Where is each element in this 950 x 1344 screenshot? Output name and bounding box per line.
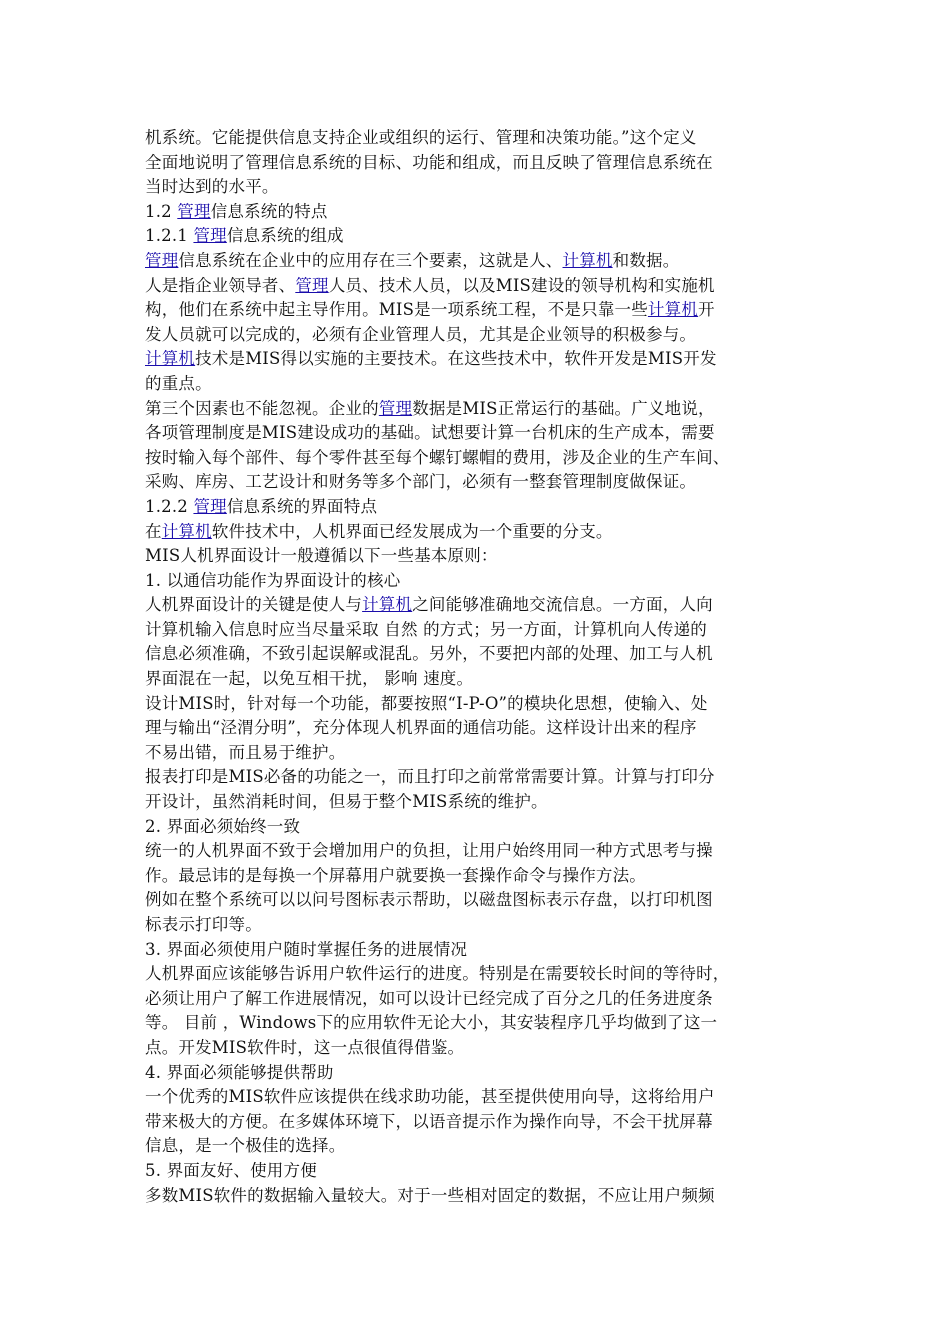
text-run: 4. 界面必须能够提供帮助 xyxy=(145,1062,334,1082)
text-line xyxy=(145,544,815,569)
text-run: 构，他们在系统中起主导作用。MIS是一项系统工程，不是只靠一些 xyxy=(145,300,648,320)
text-line xyxy=(145,938,815,963)
hyperlink[interactable]: 管理 xyxy=(193,496,227,516)
text-run: 5. 界面友好、使用方便 xyxy=(145,1160,317,1180)
hyperlink[interactable]: 计算机 xyxy=(647,300,699,320)
text-run: 理与输出“泾渭分明”，充分体现人机界面的通信功能。这样设计出来的程序 xyxy=(145,718,697,738)
text-line xyxy=(145,667,815,692)
hyperlink[interactable]: 计算机 xyxy=(161,521,212,541)
text-line xyxy=(145,888,815,913)
text-line xyxy=(145,1134,815,1159)
hyperlink[interactable]: 管理 xyxy=(193,226,227,246)
text-run: 1.2 xyxy=(145,201,178,221)
text-run: 信息系统的特点 xyxy=(210,201,328,221)
text-line xyxy=(145,790,815,815)
text-line xyxy=(145,347,815,372)
text-line xyxy=(145,1184,815,1209)
text-run: 软件技术中，人机界面已经发展成为一个重要的分支。 xyxy=(211,521,613,541)
text-line xyxy=(145,397,815,422)
text-run: 计算机输入信息时应当尽量采取 自然 的方式；另一方面，计算机向人传递的 xyxy=(145,619,707,639)
hyperlink[interactable]: 管理 xyxy=(177,201,211,221)
text-line xyxy=(145,446,815,471)
text-run: 例如在整个系统可以以问号图标表示帮助，以磁盘图标表示存盘，以打印机图 xyxy=(145,890,713,910)
text-run: 信息系统的界面特点 xyxy=(226,496,378,516)
text-line xyxy=(145,323,815,348)
text-run: 数据是MIS正常运行的基础。广义地说， xyxy=(412,398,715,418)
text-line xyxy=(145,962,815,987)
hyperlink[interactable]: 管理 xyxy=(378,398,413,418)
text-run: 作。最忌讳的是每换一个屏幕用户就要换一套操作命令与操作方法。 xyxy=(145,865,646,885)
text-run: 开 xyxy=(698,300,715,320)
text-run: 带来极大的方便。在多媒体环境下，以语音提示作为操作向导，不会干扰屏幕 xyxy=(145,1111,713,1131)
text-run: 当时达到的水平。 xyxy=(145,177,279,197)
text-run: 多数MIS软件的数据输入量较大。对于一些相对固定的数据，不应让用户频频 xyxy=(145,1185,715,1205)
text-line xyxy=(145,126,815,151)
text-run: 1. 以通信功能作为界面设计的核心 xyxy=(145,570,401,590)
text-run: 技术是MIS得以实施的主要技术。在这些技术中，软件开发是MIS开发 xyxy=(195,349,717,369)
text-run: 不易出错，而且易于维护。 xyxy=(145,742,346,762)
text-line xyxy=(145,298,815,323)
text-line xyxy=(145,520,815,545)
text-run: 点。开发MIS软件时，这一点很值得借鉴。 xyxy=(145,1037,465,1057)
text-run: 的重点。 xyxy=(145,373,212,393)
text-run: 采购、库房、工艺设计和财务等多个部门，必须有一整套管理制度做保证。 xyxy=(145,472,697,492)
text-line xyxy=(145,372,815,397)
text-run: 标表示打印等。 xyxy=(145,915,262,934)
text-line xyxy=(145,913,815,938)
text-run: 人机界面设计的关键是使人与 xyxy=(145,595,363,615)
text-line xyxy=(145,864,815,889)
text-run: 1.2.1 xyxy=(145,226,194,246)
text-run: 信息系统的组成 xyxy=(226,226,344,246)
text-line xyxy=(145,692,815,717)
text-run: 信息，是一个极佳的选择。 xyxy=(145,1136,346,1156)
text-line xyxy=(145,569,815,594)
text-run: 机系统。它能提供信息支持企业或组织的运行、管理和决策功能。”这个定义 xyxy=(145,128,697,147)
text-line xyxy=(145,716,815,741)
text-run: 发人员就可以完成的，必须有企业管理人员，尤其是企业领导的积极参与。 xyxy=(145,324,697,344)
text-line xyxy=(145,421,815,446)
text-line xyxy=(145,1110,815,1135)
text-run: 界面混在一起，以免互相干扰， 影响 速度。 xyxy=(145,669,474,689)
text-line xyxy=(145,175,815,200)
text-run: 报表打印是MIS必备的功能之一，而且打印之前常常需要计算。计算与打印分 xyxy=(145,767,715,787)
text-line xyxy=(145,642,815,667)
hyperlink[interactable]: 计算机 xyxy=(145,349,196,369)
text-line xyxy=(145,1061,815,1086)
text-run: 开设计，虽然消耗时间，但易于整个MIS系统的维护。 xyxy=(145,792,548,812)
text-run: 之间能够准确地交流信息。一方面，人向 xyxy=(412,595,713,615)
text-run: 统一的人机界面不致于会增加用户的负担，让用户始终用同一种方式思考与操 xyxy=(145,841,713,861)
hyperlink[interactable]: 计算机 xyxy=(562,250,613,270)
text-line xyxy=(145,495,815,520)
text-run: 按时输入每个部件、每个零件甚至每个螺钉螺帽的费用，涉及企业的生产车间、 xyxy=(145,447,730,467)
text-run: 和数据。 xyxy=(612,250,680,270)
text-run: 设计MIS时，针对每一个功能，都要按照“I-P-O”的模块化思想，使输入、处 xyxy=(145,693,708,713)
document-body xyxy=(145,126,815,1208)
text-run: 一个优秀的MIS软件应该提供在线求助功能，甚至提供使用向导，这将给用户 xyxy=(145,1087,715,1107)
text-line xyxy=(145,839,815,864)
text-run: 人是指企业领导者、 xyxy=(145,275,296,295)
text-line xyxy=(145,765,815,790)
text-run: MIS人机界面设计一般遵循以下一些基本原则： xyxy=(145,546,498,566)
text-line xyxy=(145,618,815,643)
text-line xyxy=(145,200,815,225)
text-line xyxy=(145,470,815,495)
text-line xyxy=(145,815,815,840)
text-line xyxy=(145,741,815,766)
text-run: 人员、技术人员，以及MIS建设的领导机构和实施机 xyxy=(328,275,715,295)
hyperlink[interactable]: 管理 xyxy=(295,275,329,295)
text-line xyxy=(145,1159,815,1184)
text-line xyxy=(145,1011,815,1036)
text-run: 全面地说明了管理信息系统的目标、功能和组成，而且反映了管理信息系统在 xyxy=(145,152,713,172)
text-line xyxy=(145,593,815,618)
text-run: 2. 界面必须始终一致 xyxy=(145,816,301,836)
text-run: 必须让用户了解工作进展情况，如可以设计已经完成了百分之几的任务进度条 xyxy=(145,988,713,1008)
text-line xyxy=(145,224,815,249)
text-line xyxy=(145,987,815,1012)
text-line xyxy=(145,151,815,176)
hyperlink[interactable]: 管理 xyxy=(145,250,179,270)
text-run: 信息系统在企业中的应用存在三个要素，这就是人、 xyxy=(178,250,563,270)
hyperlink[interactable]: 计算机 xyxy=(362,595,413,615)
text-run: 各项管理制度是MIS建设成功的基础。试想要计算一台机床的生产成本，需要 xyxy=(145,423,715,443)
text-line xyxy=(145,1085,815,1110)
text-line xyxy=(145,249,815,274)
text-run: 信息必须准确，不致引起误解或混乱。另外，不要把内部的处理、加工与人机 xyxy=(145,644,713,664)
text-run: 第三个因素也不能忽视。企业的 xyxy=(145,398,379,418)
text-run: 等。 目前 ，Windows下的应用软件无论大小，其安装程序几乎均做到了这一 xyxy=(145,1013,718,1033)
text-line xyxy=(145,274,815,299)
text-run: 1.2.2 xyxy=(145,496,194,516)
text-run: 人机界面应该能够告诉用户软件运行的进度。特别是在需要较长时间的等待时， xyxy=(145,964,730,984)
text-line xyxy=(145,1036,815,1061)
text-run: 3. 界面必须使用户随时掌握任务的进展情况 xyxy=(145,939,468,959)
text-run: 在 xyxy=(145,521,162,541)
